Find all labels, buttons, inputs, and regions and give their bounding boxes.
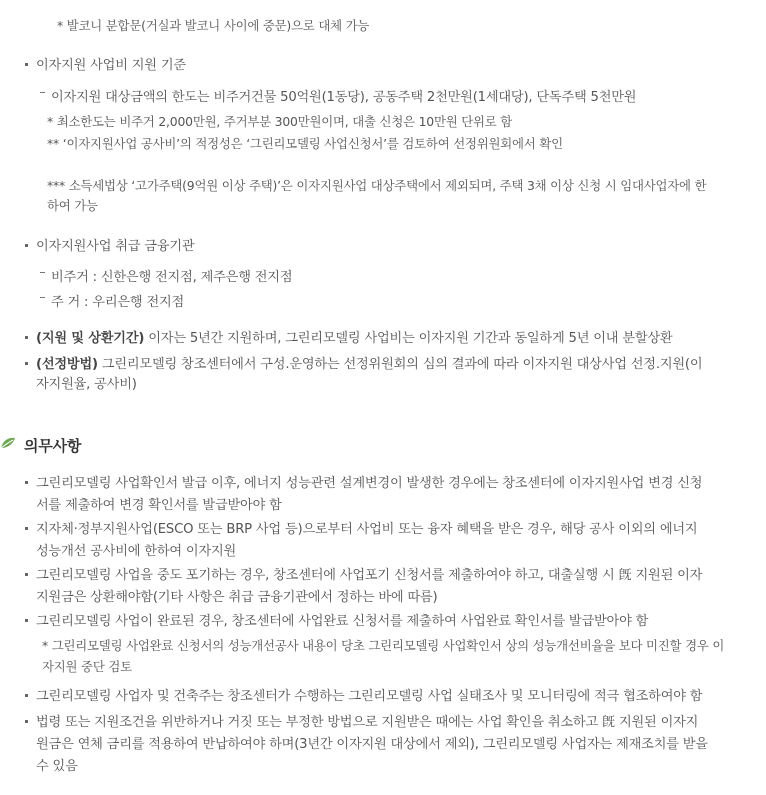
bullet-marker (25, 336, 28, 339)
bullet-marker (25, 63, 28, 66)
dash-marker (40, 297, 45, 298)
obligation-item-6-continued-2: 수 있음 (36, 759, 78, 774)
obligation-item-3: 그린리모델링 사업을 중도 포기하는 경우, 창조센터에 사업포기 신청서를 제출하여야 하고, 대출실행 시 旣 지원된 이자 (36, 568, 703, 583)
support-criteria-title: 이자지원 사업비 지원 기준 (36, 58, 186, 73)
bullet-marker (25, 619, 28, 622)
support-note-3-continued: 하여 가능 (47, 198, 98, 213)
support-period (36, 327, 672, 346)
intro-note: * 발코니 분합문(거실과 발코니 사이에 중문)으로 대체 가능 (57, 18, 370, 33)
dash-marker (40, 272, 45, 273)
support-period-text: 이자는 5년간 지원하며, 그린리모델링 사업비는 이자지원 기간과 동일하게 5년 이내 분할상환 (144, 331, 673, 346)
selection-method-label: (선정방법) (36, 357, 98, 372)
obligations-heading: 의무사항 (24, 437, 82, 455)
bullet-marker (25, 720, 28, 723)
bullet-marker (25, 694, 28, 697)
support-period-label: (지원 및 상환기간) (36, 331, 145, 346)
obligation-item-2-continued: 성능개선 공사비에 한하여 이자지원 (36, 544, 237, 559)
obligation-item-4-note: * 그린리모델링 사업완료 신청서의 성능개선공사 내용이 당초 그린리모델링 사업확인서 상의 성능개선비율을 보다 미진할 경우 이 (42, 638, 725, 653)
obligation-item-4-note-continued: 자지원 중단 검토 (42, 659, 132, 674)
obligation-item-6: 법령 또는 지원조건을 위반하거나 거짓 또는 부정한 방법으로 지원받은 때에는 사업 확인을 취소하고 旣 지원된 이자지 (36, 715, 699, 730)
obligation-item-1: 그린리모델링 사업확인서 발급 이후, 에너지 성능관련 설계변경이 발생한 경우에는 창조센터에 이자지원사업 변경 신청 (36, 476, 703, 491)
support-limit-item: 이자지원 대상금액의 한도는 비주거건물 50억원(1동당), 공동주택 2천만원(1세대당), 단독주택 5천만원 (51, 90, 637, 105)
obligation-item-2: 지자체·정부지원사업(ESCO 또는 BRP 사업 등)으로부터 사업비 또는 융자 혜택을 받은 경우, 해당 공사 이외의 에너지 (36, 522, 698, 537)
selection-method-continued: 자지원율, 공사비) (36, 377, 137, 392)
bullet-marker (25, 573, 28, 576)
support-note-3: *** 소득세법상 ‘고가주택(9억원 이상 주택)’은 이자지원사업 대상주택에서 제외되며, 주택 3채 이상 신청 시 임대사업자에 한 (47, 178, 707, 193)
support-note-2: ** ‘이자지원사업 공사비’의 적정성은 ‘그린리모델링 사업신청서’를 검토하여 선정위원회에서 확인 (47, 136, 563, 151)
institutions-residential: 주 거 : 우리은행 전지점 (51, 295, 185, 310)
bullet-marker (25, 362, 28, 365)
leaf-icon (0, 436, 16, 450)
selection-method-text: 그린리모델링 창조센터에서 구성.운영하는 선정위원회의 심의 결과에 따라 이자지원 대상사업 선정.지원(이 (97, 357, 703, 372)
institutions-title: 이자지원사업 취급 금융기관 (36, 239, 195, 254)
obligation-item-1-continued: 서를 제출하여 변경 확인서를 발급받아야 함 (36, 498, 282, 513)
bullet-marker (25, 244, 28, 247)
obligation-item-3-continued: 지원금은 상환해야함(기타 사항은 취급 금융기관에서 정하는 바에 따름) (36, 590, 438, 605)
institutions-non-residential: 비주거 : 신한은행 전지점, 제주은행 전지점 (51, 270, 293, 285)
support-note-1: * 최소한도는 비주거 2,000만원, 주거부분 300만원이며, 대출 신청은 10만원 단위로 함 (47, 114, 513, 129)
selection-method (36, 353, 702, 372)
dash-marker (40, 92, 45, 93)
obligation-item-6-continued: 원금은 연체 금리를 적용하여 반납하여야 하며(3년간 이자지원 대상에서 제외), 그린리모델링 사업자는 제재조치를 받을 (36, 737, 708, 752)
bullet-marker (25, 481, 28, 484)
obligation-item-5: 그린리모델링 사업자 및 건축주는 창조센터가 수행하는 그린리모델링 사업 실태조사 및 모니터링에 적극 협조하여야 함 (36, 689, 703, 704)
bullet-marker (25, 527, 28, 530)
obligation-item-4: 그린리모델링 사업이 완료된 경우, 창조센터에 사업완료 신청서를 제출하여 사업완료 확인서를 발급받아야 함 (36, 614, 649, 629)
